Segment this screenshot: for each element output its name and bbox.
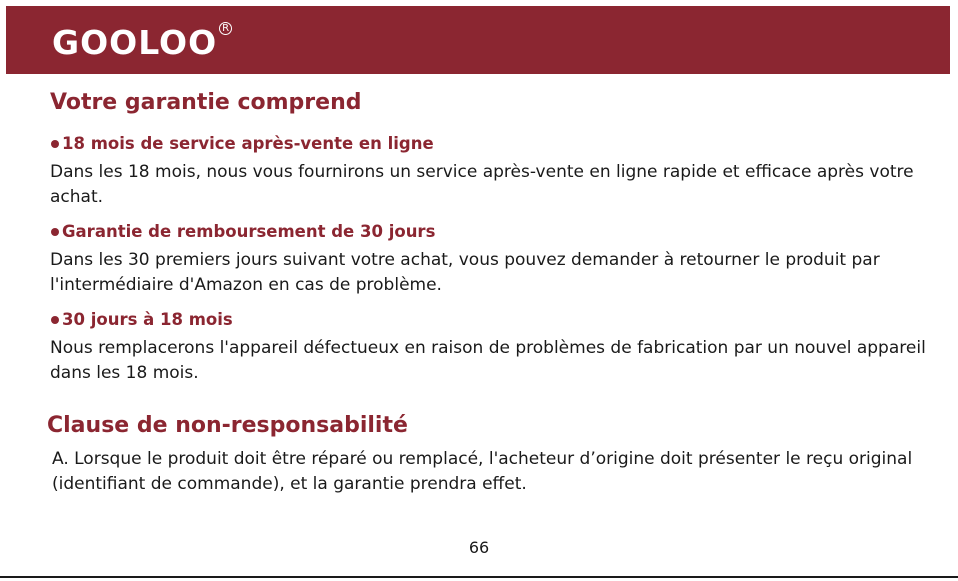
warranty-section: [50, 88, 930, 396]
disclaimer-title: Clause de non-responsabilité: [47, 413, 408, 438]
disclaimer-text: A. Lorsque le produit doit être réparé ou remplacé, l'acheteur d’origine doit présenter le reçu original (identifiant de commande), et la garantie prendra effet.: [52, 449, 913, 494]
brand-name: GOOLOO: [52, 23, 218, 62]
warranty-item-title: [50, 132, 930, 156]
bottom-divider: [0, 576, 958, 578]
warranty-item: [50, 220, 930, 298]
header-banner: [6, 6, 950, 74]
warranty-item-title-text: 18 mois de service après-vente en ligne: [62, 134, 434, 153]
bullet-icon: [51, 140, 59, 148]
warranty-item-text: Dans les 18 mois, nous vous fournirons un service après-vente en ligne rapide et efficace après votre achat.: [50, 162, 914, 207]
brand-logo: [52, 24, 232, 62]
bullet-icon: [51, 228, 59, 236]
warranty-title: Votre garantie comprend: [50, 90, 362, 115]
warranty-item-title: [50, 308, 930, 332]
page-number: 66: [468, 538, 490, 557]
registered-trademark-icon: R: [219, 22, 232, 35]
warranty-item: [50, 132, 930, 210]
warranty-item-title-text: Garantie de remboursement de 30 jours: [62, 222, 436, 241]
warranty-item-title: [50, 220, 930, 244]
warranty-item: [50, 308, 930, 386]
warranty-item-text: Dans les 30 premiers jours suivant votre achat, vous pouvez demander à retourner le produit par l'intermédiaire d'Amazon en cas de problème.: [50, 250, 880, 295]
warranty-item-title-text: 30 jours à 18 mois: [62, 310, 233, 329]
bullet-icon: [51, 316, 59, 324]
warranty-item-text: Nous remplacerons l'appareil défectueux en raison de problèmes de fabrication par un nouvel appareil dans les 18 mois.: [50, 338, 926, 383]
